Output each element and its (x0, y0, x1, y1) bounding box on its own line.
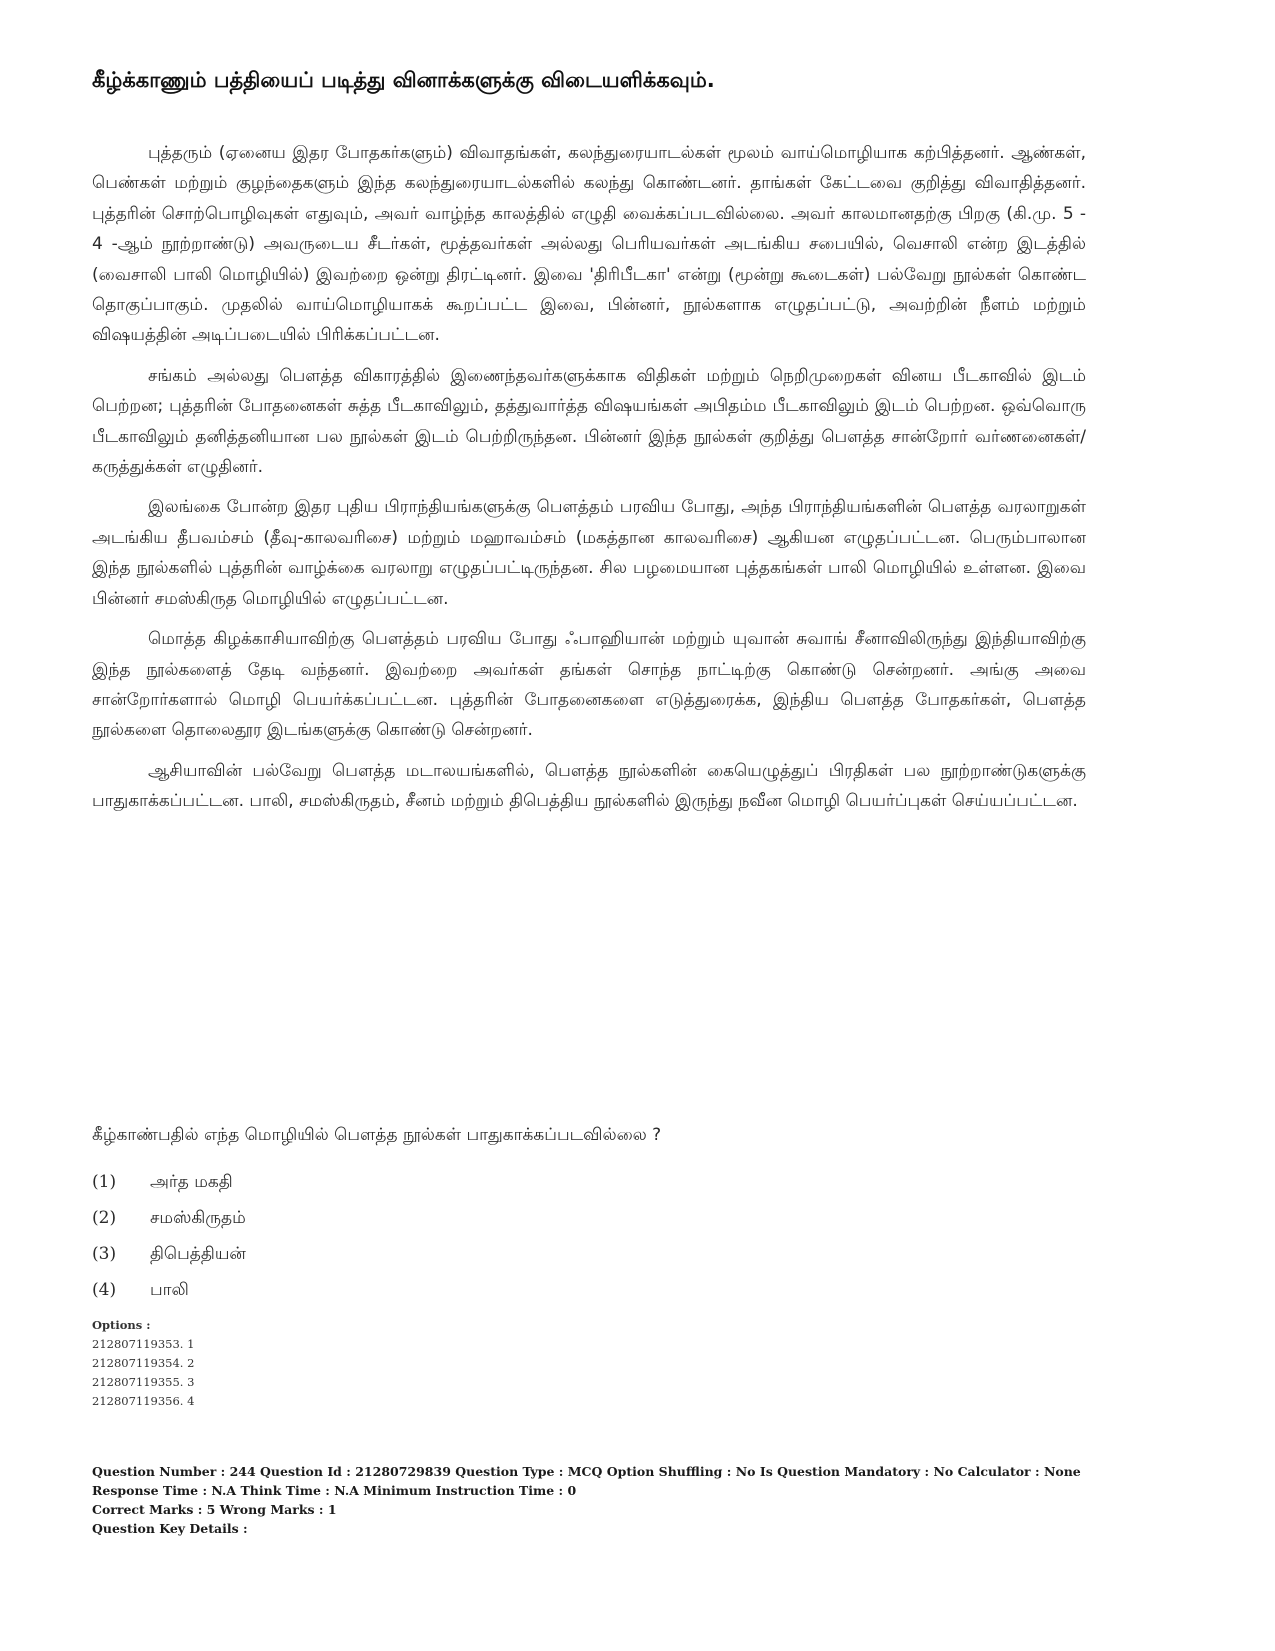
answer-choice-3[interactable] (92, 1244, 592, 1280)
options-list (92, 1318, 492, 1411)
answer-text: பாலி (150, 1280, 189, 1300)
options-label: Options : (92, 1318, 151, 1332)
question-info-line: Question Number : 244 Question Id : 21280729839 Question Type : MCQ Option Shuffling : No Is Question Mandatory : No Calculator : None (92, 1464, 1081, 1479)
option-id: 212807119355. 3 (92, 1375, 195, 1389)
option-id: 212807119354. 2 (92, 1356, 195, 1370)
timing-info-line: Response Time : N.A Think Time : N.A Minimum Instruction Time : 0 (92, 1483, 577, 1498)
answer-choice-2[interactable] (92, 1208, 592, 1244)
marks-info-line: Correct Marks : 5 Wrong Marks : 1 (92, 1502, 337, 1517)
passage-paragraph: சங்கம் அல்லது பௌத்த விகாரத்தில் இணைந்தவர்களுக்காக விதிகள் மற்றும் நெறிமுறைகள் வினய பீடகாவில் இடம் பெற்றன; புத்தரின் போதனைகள் சுத்த பீடகாவிலும், தத்துவார்த்த விஷயங்கள் அபிதம்ம பீடகாவிலும் இடம் பெற்றன. ஒவ்வொரு பீடகாவிலும் தனித்தனியான பல நூல்கள் இடம் பெற்றிருந்தன. பின்னர் இந்த நூல்கள் குறித்து பௌத்த சான்றோர் வர்ணனைகள்/கருத்துக்கள் எழுதினர். (92, 365, 1086, 478)
instruction-heading: கீழ்க்காணும் பத்தியைப் படித்து வினாக்களுக்கு விடையளிக்கவும். (92, 68, 715, 92)
passage-paragraph: ஆசியாவின் பல்வேறு பௌத்த மடாலயங்களில், பௌத்த நூல்களின் கையெழுத்துப் பிரதிகள் பல நூற்றாண்டுகளுக்கு பாதுகாக்கப்பட்டன. பாலி, சமஸ்கிருதம், சீனம் மற்றும் திபெத்திய நூல்களில் இருந்து நவீன மொழி பெயர்ப்புகள் செய்யப்பட்டன. (92, 760, 1086, 812)
answer-text: சமஸ்கிருதம் (150, 1208, 246, 1228)
key-details-line: Question Key Details : (92, 1521, 248, 1536)
answer-number: (1) (92, 1172, 117, 1192)
passage-paragraph: புத்தரும் (ஏனைய இதர போதகர்களும்) விவாதங்கள், கலந்துரையாடல்கள் மூலம் வாய்மொழியாக கற்பித்தனர். ஆண்கள், பெண்கள் மற்றும் குழந்தைகளும் இந்த கலந்துரையாடல்களில் கலந்து கொண்டனர். தாங்கள் கேட்டவை குறித்து விவாதித்தனர். புத்தரின் சொற்பொழிவுகள் எதுவும், அவர் வாழ்ந்த காலத்தில் எழுதி வைக்கப்படவில்லை. அவர் காலமானதற்கு பிறகு (கி.மு. 5 - 4 -ஆம் நூற்றாண்டு) அவருடைய சீடர்கள், மூத்தவர்கள் அல்லது பெரியவர்கள் அடங்கிய சபையில், வெசாலி என்ற இடத்தில் (வைசாலி பாலி மொழியில்) இவற்றை ஒன்று திரட்டினர். இவை 'திரிபீடகா' என்று (மூன்று கூடைகள்) பல்வேறு நூல்கள் கொண்ட தொகுப்பாகும். முதலில் வாய்மொழியாகக் கூறப்பட்ட இவை, பின்னர், நூல்களாக எழுதப்பட்டு, அவற்றின் நீளம் மற்றும் விஷயத்தின் அடிப்படையில் பிரிக்கப்பட்டன. (92, 143, 1086, 346)
answer-number: (4) (92, 1280, 117, 1300)
question-metadata (92, 1462, 1192, 1538)
option-id: 212807119353. 1 (92, 1337, 195, 1351)
passage-paragraph: இலங்கை போன்ற இதர புதிய பிராந்தியங்களுக்கு பௌத்தம் பரவிய போது, அந்த பிராந்தியங்களின் பௌத்த வரலாறுகள் அடங்கிய தீபவம்சம் (தீவு-காலவரிசை) மற்றும் மஹாவம்சம் (மகத்தான காலவரிசை) ஆகியன எழுதப்பட்டன. பெரும்பாலான இந்த நூல்களில் புத்தரின் வாழ்க்கை வரலாறு எழுதப்பட்டிருந்தன. சில பழமையான புத்தகங்கள் பாலி மொழியில் உள்ளன. இவை பின்னர் சமஸ்கிருத மொழியில் எழுதப்பட்டன. (92, 497, 1086, 609)
answer-choice-1[interactable] (92, 1172, 592, 1208)
passage-paragraph: மொத்த கிழக்காசியாவிற்கு பௌத்தம் பரவிய போது ஃபாஹியான் மற்றும் யுவான் சுவாங் சீனாவிலிருந்து இந்தியாவிற்கு இந்த நூல்களைத் தேடி வந்தனர். இவற்றை அவர்கள் தங்கள் சொந்த நாட்டிற்கு கொண்டு சென்றனர். அங்கு அவை சான்றோர்களால் மொழி பெயர்க்கப்பட்டன. புத்தரின் போதனைகளை எடுத்துரைக்க, இந்திய பௌத்த போதகர்கள், பௌத்த நூல்களை தொலைதூர இடங்களுக்கு கொண்டு சென்றனர். (92, 629, 1087, 741)
question-text: கீழ்காண்பதில் எந்த மொழியில் பௌத்த நூல்கள் பாதுகாக்கப்படவில்லை ? (92, 1125, 662, 1145)
answer-number: (3) (92, 1244, 117, 1264)
answer-choice-4[interactable] (92, 1280, 592, 1316)
answer-text: அர்த மகதி (150, 1172, 233, 1192)
answer-choices (92, 1172, 592, 1316)
reading-passage (92, 138, 1086, 827)
option-id: 212807119356. 4 (92, 1394, 195, 1408)
answer-number: (2) (92, 1208, 117, 1228)
answer-text: திபெத்தியன் (150, 1244, 246, 1264)
